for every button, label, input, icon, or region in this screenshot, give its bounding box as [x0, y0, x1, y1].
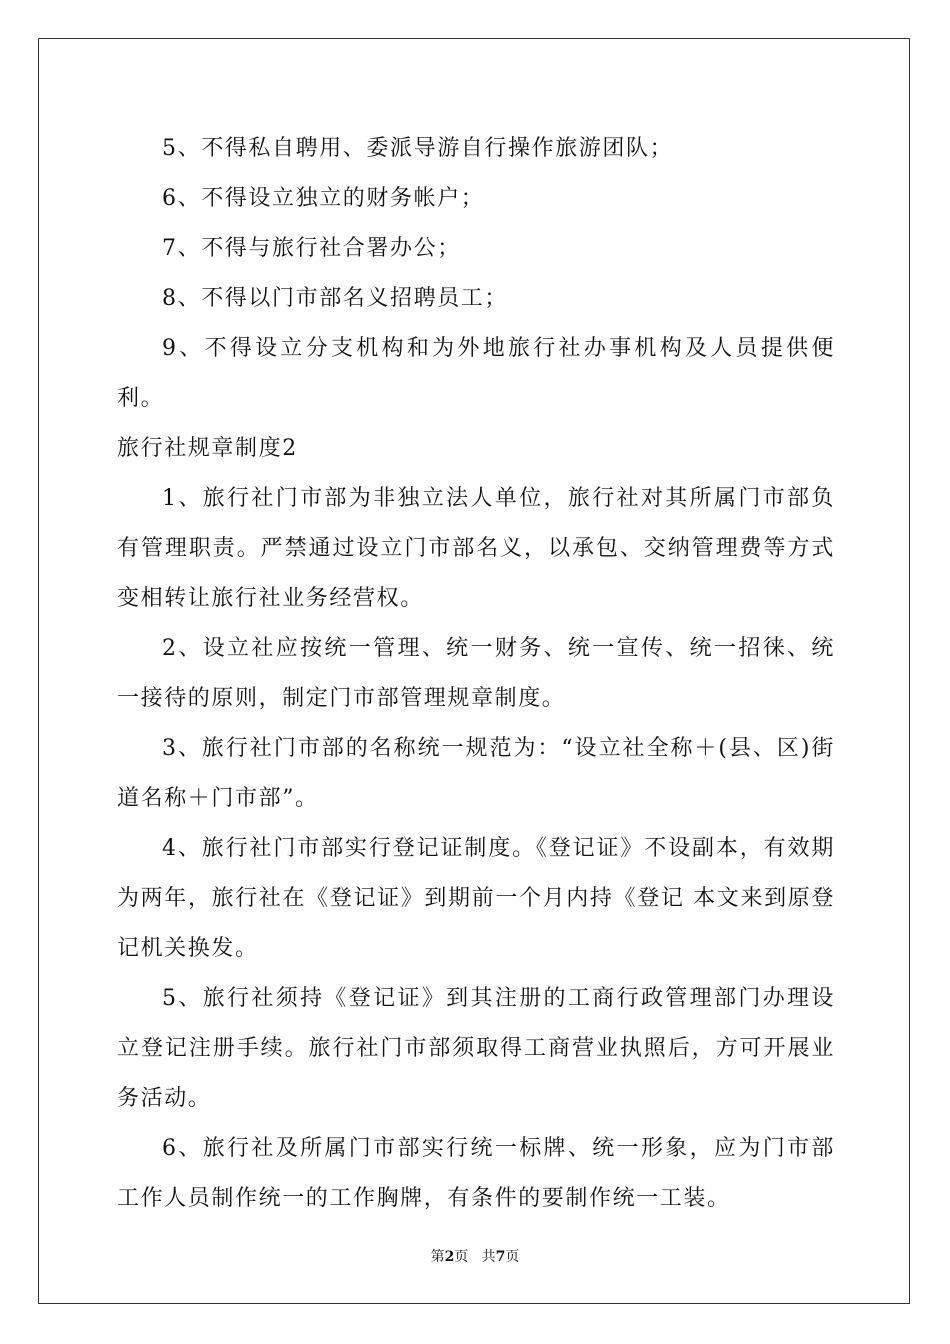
page-prefix: 第 [430, 1249, 445, 1265]
total-suffix: 页 [505, 1249, 520, 1265]
page-suffix: 页 [454, 1249, 469, 1265]
page-total: 7 [495, 1249, 506, 1265]
list-item: 9、不得设立分支机构和为外地旅行社办事机构及人员提供便利。 [117, 336, 835, 411]
list-item: 5、旅行社须持《登记证》到其注册的工商行政管理部门办理设立登记注册手续。旅行社门市部须取得工商营业执照后，方可开展业务活动。 [117, 986, 835, 1111]
list-item: 1、旅行社门市部为非独立法人单位，旅行社对其所属门市部负有管理职责。严禁通过设立门市部名义，以承包、交纳管理费等方式变相转让旅行社业务经营权。 [117, 486, 835, 611]
list-item: 5、不得私自聘用、委派导游自行操作旅游团队； [162, 136, 674, 161]
list-item: 8、不得以门市部名义招聘员工； [162, 286, 508, 311]
page-current: 2 [444, 1249, 455, 1265]
page-footer [0, 1248, 950, 1266]
section-heading: 旅行社规章制度2 [117, 436, 298, 461]
list-item: 7、不得与旅行社合署办公； [162, 236, 461, 261]
document-body [117, 124, 835, 1224]
list-item: 6、不得设立独立的财务帐户； [162, 186, 485, 211]
list-item: 3、旅行社门市部的名称统一规范为：“设立社全称＋(县、区)街道名称＋门市部”。 [117, 736, 835, 811]
list-item: 4、旅行社门市部实行登记证制度。《登记证》不设副本，有效期为两年，旅行社在《登记证》到期前一个月内持《登记 本文来到原登记机关换发。 [117, 836, 835, 961]
list-item: 2、设立社应按统一管理、统一财务、统一宣传、统一招徕、统一接待的原则，制定门市部管理规章制度。 [117, 636, 835, 711]
list-item: 6、旅行社及所属门市部实行统一标牌、统一形象，应为门市部工作人员制作统一的工作胸牌，有条件的要制作统一工装。 [117, 1136, 835, 1211]
total-prefix: 共 [481, 1249, 496, 1265]
